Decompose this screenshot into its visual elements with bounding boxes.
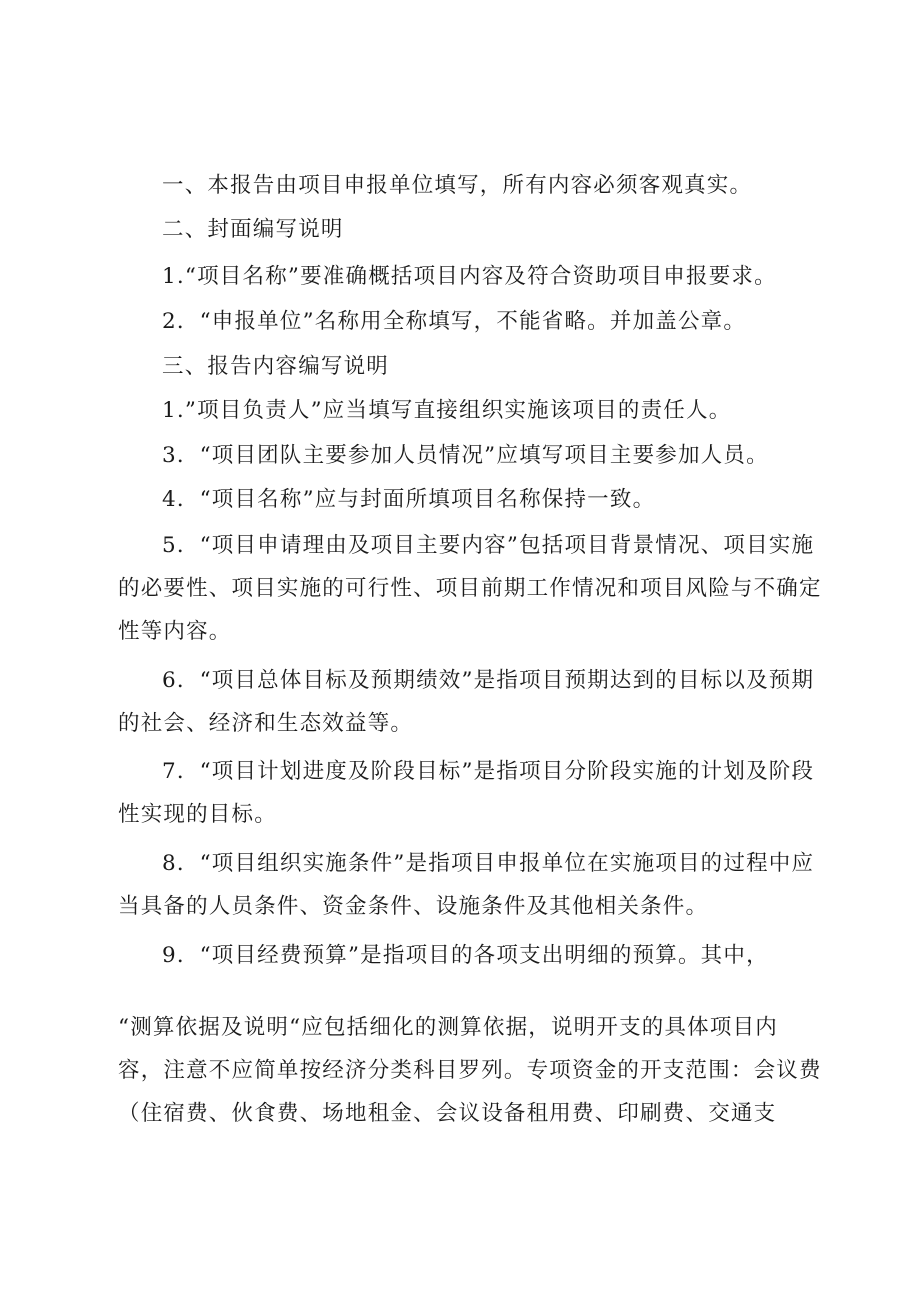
paragraph-8: 4．“项目名称”应与封面所填项目名称保持一致。 <box>162 487 656 512</box>
paragraph-6: 1.”项目负责人”应当填写直接组织实施该项目的责任人。 <box>162 398 732 423</box>
paragraph-14: “测算依据及说明“应包括细化的测算依据，说明开支的具体项目内容，注意不应简单按经济分类科目罗列。专项资金的开支范围：会议费（住宿费、伙食费、场地租金、会议设备租用费、印刷费、交通支 <box>118 1015 822 1126</box>
paragraph-7: 3．“项目团队主要参加人员情况”应填写项目主要参加人员。 <box>162 443 769 468</box>
paragraph-5: 三、报告内容编写说明 <box>162 354 390 379</box>
paragraph-13: 9．“项目经费预算”是指项目的各项支出明细的预算。其中， <box>162 943 769 968</box>
paragraph-10: 6．“项目总体目标及预期绩效”是指项目预期达到的目标以及预期的社会、经济和生态效益等。 <box>118 668 815 736</box>
paragraph-12: 8．“项目组织实施条件”是指项目申报单位在实施项目的过程中应当具备的人员条件、资金条件、设施条件及其他相关条件。 <box>118 851 815 919</box>
paragraph-3: 1.“项目名称”要准确概括项目内容及符合资助项目申报要求。 <box>162 264 777 289</box>
paragraph-1: 一、本报告由项目申报单位填写，所有内容必须客观真实。 <box>162 173 753 198</box>
paragraph-2: 二、封面编写说明 <box>162 217 344 242</box>
paragraph-4: 2．“申报单位”名称用全称填写，不能省略。并加盖公章。 <box>162 309 747 334</box>
paragraph-9: 5．“项目申请理由及项目主要内容”包括项目背景情况、项目实施的必要性、项目实施的可行性、项目前期工作情况和项目风险与不确定性等内容。 <box>118 533 822 644</box>
paragraph-11: 7．“项目计划进度及阶段目标”是指项目分阶段实施的计划及阶段性实现的目标。 <box>118 759 815 827</box>
